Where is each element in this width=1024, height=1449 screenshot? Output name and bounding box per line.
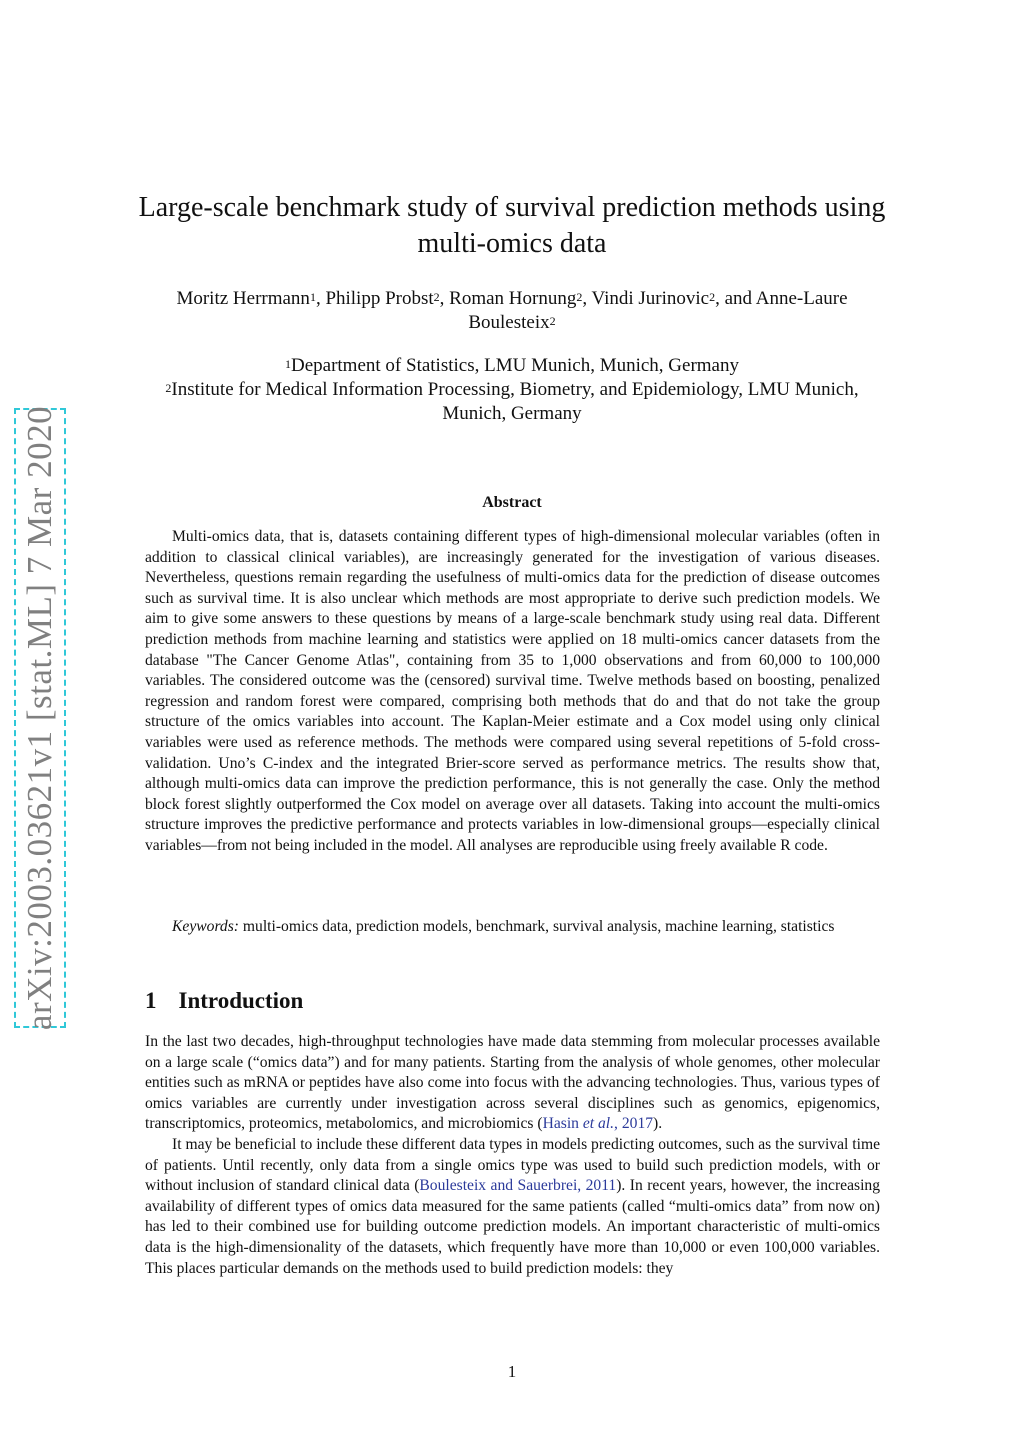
affiliation-2-continued: Munich, Germany — [442, 403, 582, 424]
section-number: 1 — [145, 988, 157, 1013]
author-name: , and Anne-Laure — [715, 288, 848, 309]
author-name: , Roman Hornung — [439, 288, 577, 309]
arxiv-side-stamp — [14, 405, 66, 1031]
author-name: Boulesteix — [468, 312, 550, 333]
keywords-text: multi-omics data, prediction models, benchmark, survival analysis, machine learning, statistics — [242, 918, 835, 935]
citation-year: 2017 — [621, 1115, 654, 1133]
title-line-2: multi-omics data — [417, 228, 607, 259]
paper-title — [100, 190, 924, 262]
affiliation-2 — [100, 378, 924, 402]
page-number: 1 — [507, 1362, 517, 1381]
affiliation-marker: 1 — [284, 357, 291, 371]
intro-paragraph-1 — [145, 1032, 880, 1135]
affiliation-marker: 2 — [709, 290, 716, 304]
affiliation-marker: 2 — [165, 381, 172, 395]
abstract-body — [145, 527, 880, 857]
title-line-1: Large-scale benchmark study of survival prediction methods using — [138, 192, 886, 223]
abstract-paragraph: Multi-omics data, that is, datasets containing different types of high-dimensional molecular variables (often in addition to classical clinical variables), are increasingly generated for the investigation of various diseases. Nevertheless, questions remain regarding the usefulness of multi-omics data for the prediction of disease outcomes such as survival time. It is also unclear which methods are most appropriate to derive such prediction models. We aim to give some answers to these questions by means of a large-scale benchmark study using real data. Different prediction methods from machine learning and statistics were applied on 18 multi-omics cancer datasets from the database "The Cancer Genome Atlas", containing from 35 to 1,000 observations and from 60,000 to 100,000 variables. The considered outcome was the (censored) survival time. Twelve methods based on boosting, penalized regression and random forest were compared, comprising both methods that do and that do not take the group structure of the omics variables into account. The Kaplan-Meier estimate and a Cox model using only clinical variables were used as reference methods. The methods were compared using several repetitions of 5-fold cross-validation. Uno’s C-index and the integrated Brier-score served as performance metrics. The results show that, although multi-omics data can improve the prediction performance, this is not generally the case. Only the method block forest slightly outperformed the Cox model on average over all datasets. Taking into account the multi-omics structure improves the predictive performance and protects variables in low-dimensional groups—especially clinical variables—from not being included in the model. All analyses are reproducible using freely available R code. — [145, 528, 880, 854]
introduction-body — [145, 1032, 880, 1279]
citation-author: Hasin — [542, 1115, 579, 1133]
abstract-heading: Abstract — [482, 494, 542, 511]
intro-paragraph-2 — [145, 1135, 880, 1279]
paragraph-text: ). — [653, 1115, 663, 1133]
citation-etal: et al. — [582, 1115, 615, 1133]
author-line-2 — [100, 311, 924, 335]
citation-link[interactable]: Hasin et al., 2017 — [542, 1115, 654, 1133]
keywords-label: Keywords: — [172, 918, 239, 935]
section-title: Introduction — [178, 988, 304, 1013]
affiliation-marker: 2 — [576, 290, 583, 304]
paragraph-text: In the last two decades, high-throughput technologies have made data stemming from molecular processes available on a large scale (“omics data”) and for many patients. Starting from the analysis of whole genomes, other molecular entities such as mRNA or peptides have also come into focus with the advancing technologies. Thus, various types of omics variables are currently under investigation across several disciplines such as genomics, epigenomics, transcriptomics, proteomics, metabolomics, and microbiomics ( — [145, 1033, 880, 1133]
affiliation-1 — [100, 354, 924, 378]
paragraph-text: It may be beneficial to include these different data types in models predicting outcomes, such as the survival time of patients. Until recently, only data from a single omics type was used to build such prediction models, with or without inclusion of standard clinical data ( — [145, 1135, 880, 1195]
affiliation-marker: 2 — [433, 290, 440, 304]
keywords — [145, 917, 880, 938]
author-line-1 — [100, 287, 924, 311]
affiliation-text: Department of Statistics, LMU Munich, Munich, Germany — [290, 355, 739, 376]
affiliation-marker: 1 — [309, 290, 316, 304]
affiliation-text: Institute for Medical Information Processing, Biometry, and Epidemiology, LMU Munich, — [171, 379, 859, 400]
author-name: , Vindi Jurinovic — [582, 288, 710, 309]
affiliations — [100, 354, 924, 426]
arxiv-identifier: arXiv:2003.03621v1 [stat.ML] 7 Mar 2020 — [20, 405, 59, 1031]
author-name: Moritz Herrmann — [176, 288, 310, 309]
author-name: , Philipp Probst — [315, 288, 434, 309]
citation-link[interactable]: Boulesteix and Sauerbrei, 2011 — [419, 1177, 617, 1195]
section-heading-introduction — [145, 988, 303, 1014]
paragraph-text: ). In recent years, however, the increasing availability of different types of omics data measured for the same patients (called “multi-omics data” from now on) has led to their combined use for building outcome prediction models. An important characteristic of multi-omics data is the high-dimensionality of the datasets, which frequently have more than 10,000 or even 100,000 variables. This places particular demands on the methods used to build prediction models: they — [145, 1177, 880, 1277]
affiliation-marker: 2 — [549, 314, 556, 328]
author-list — [100, 287, 924, 335]
